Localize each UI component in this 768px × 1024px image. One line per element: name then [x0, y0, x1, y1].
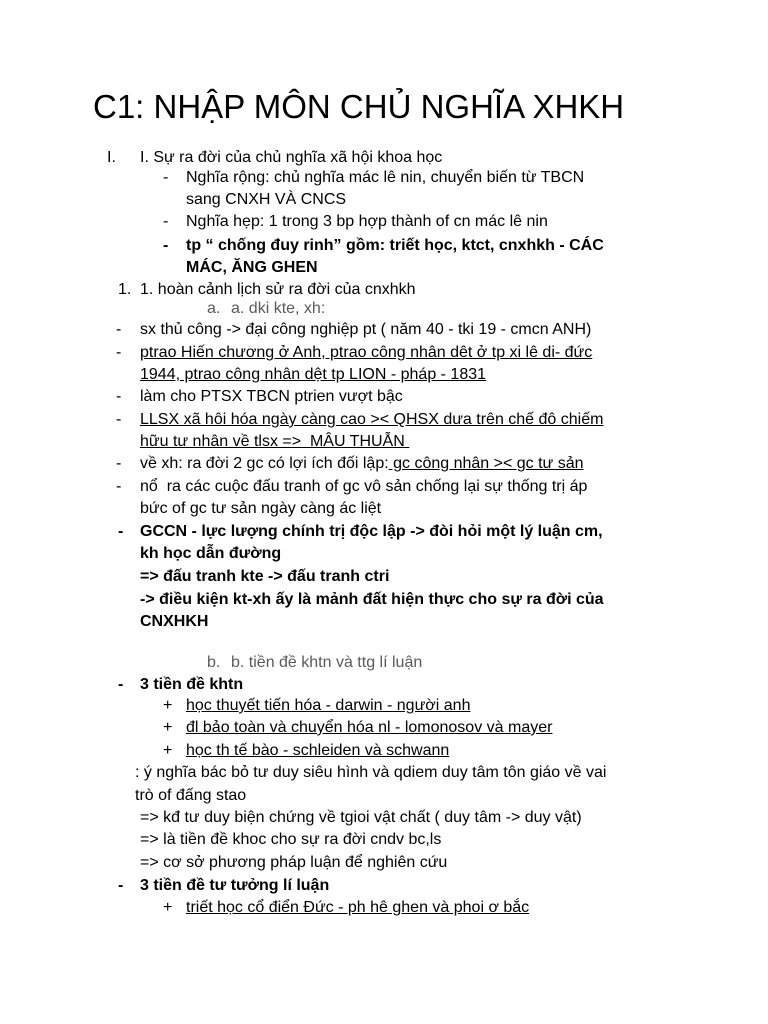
plus-marker: +	[163, 742, 173, 759]
bullet-text-underlined: hữu tư nhân về tlsx => MÂU THUẪN	[140, 433, 410, 450]
bullet-marker: -	[116, 344, 122, 361]
bullet-text: Nghĩa rộng: chủ nghĩa mác lê nin, chuyển biến từ TBCN	[186, 169, 585, 186]
bullet-text-bold: -> điều kiện kt-xh ấy là mảnh đất hiện thực cho sự ra đời của	[140, 591, 604, 608]
sub-bullet-text: học th tế bào - schleiden và schwann	[186, 742, 450, 759]
subsection-heading: a. dki kte, xh:	[231, 300, 326, 317]
note-line: => là tiền đề khoc cho sự ra đời cndv bc,ls	[140, 831, 442, 848]
bullet-marker: -	[116, 455, 122, 472]
plus-marker: +	[163, 719, 173, 736]
bullet-text: sang CNXH VÀ CNCS	[186, 191, 347, 208]
bullet-text-underlined: ptrao Hiến chương ở Anh, ptrao công nhân dêt ở tp xi lê di- đức	[140, 344, 593, 361]
section-heading: I. Sự ra đời của chủ nghĩa xã hội khoa học	[140, 149, 443, 166]
bullet-marker: -	[163, 237, 169, 254]
sub-bullet-text: học thuyết tiến hóa - darwin - người anh	[186, 697, 471, 714]
bullet-text-mixed	[140, 453, 584, 475]
bullet-text: bức of gc tư sản ngày càng ác liệt	[140, 500, 382, 517]
subsection-marker: b.	[207, 654, 221, 671]
note-line: trò of đấng stao	[135, 787, 247, 804]
bullet-text-underlined: LLSX xã hôi hóa ngày càng cao >< QHSX dưa trên chế đô chiếm	[140, 411, 604, 428]
bullet-text: nổ ra các cuộc đấu tranh of gc vô sản chống lại sự thống trị áp	[140, 478, 588, 495]
bullet-text-bold: CNXHKH	[140, 613, 209, 630]
bullet-text-bold: GCCN - lực lượng chính trị độc lập -> đòi hỏi một lý luận cm,	[140, 523, 603, 540]
bullet-text: Nghĩa hẹp: 1 trong 3 bp hợp thành of cn mác lê nin	[186, 213, 548, 230]
bullet-text-underlined: gc công nhân >< gc tư sản	[388, 455, 584, 472]
note-line: => kđ tư duy biện chứng về tgioi vật chất ( duy tâm -> duy vật)	[140, 809, 582, 826]
note-line: => cơ sở phương pháp luận để nghiên cứu	[140, 854, 448, 871]
bullet-marker: -	[163, 213, 169, 230]
subsection-heading: b. tiền đề khtn và ttg lí luận	[231, 654, 423, 671]
bullet-text: về xh: ra đời 2 gc có lợi ích đối lập:	[140, 455, 389, 472]
bullet-marker: -	[118, 523, 124, 540]
bullet-marker: -	[118, 877, 124, 894]
sub-bullet-text: đl bảo toàn và chuyển hóa nl - lomonosov và mayer	[186, 719, 553, 736]
sub-bullet-text: triết học cổ điển Đức - ph hê ghen và phoi ơ bắc	[186, 899, 530, 916]
bullet-marker: -	[116, 411, 122, 428]
bullet-text: sx thủ công -> đại công nghiệp pt ( năm 40 - tki 19 - cmcn ANH)	[140, 321, 592, 338]
numbered-heading: 1. hoàn cảnh lịch sử ra đời của cnxhkh	[140, 281, 416, 298]
numbered-marker: 1.	[118, 281, 132, 298]
subsection-marker: a.	[207, 300, 221, 317]
group-heading: 3 tiền đề tư tưởng lí luận	[140, 877, 330, 894]
bullet-text: làm cho PTSX TBCN ptrien vượt bậc	[140, 388, 403, 405]
bullet-text-bold: tp “ chống đuy rinh” gồm: triết học, ktct, cnxhkh - CÁC	[186, 237, 604, 254]
note-line: : ý nghĩa bác bỏ tư duy siêu hình và qdiem duy tâm tôn giáo về vai	[135, 764, 607, 781]
group-heading: 3 tiền đề khtn	[140, 676, 244, 693]
bullet-text-underlined: 1944, ptrao công nhân dệt tp LION - pháp - 1831	[140, 366, 487, 383]
bullet-marker: -	[163, 169, 169, 186]
bullet-marker: -	[116, 478, 122, 495]
plus-marker: +	[163, 899, 173, 916]
plus-marker: +	[163, 697, 173, 714]
section-marker: I.	[107, 149, 116, 166]
bullet-text-bold: kh học dẫn đường	[140, 545, 282, 562]
bullet-text-bold: MÁC, ĂNG GHEN	[186, 259, 318, 276]
bullet-marker: -	[116, 388, 122, 405]
bullet-marker: -	[116, 321, 122, 338]
bullet-marker: -	[118, 676, 124, 693]
document-title: C1: NHẬP MÔN CHỦ NGHĨA XHKH	[93, 88, 625, 125]
bullet-text-bold: => đấu tranh kte -> đấu tranh ctri	[140, 568, 390, 585]
